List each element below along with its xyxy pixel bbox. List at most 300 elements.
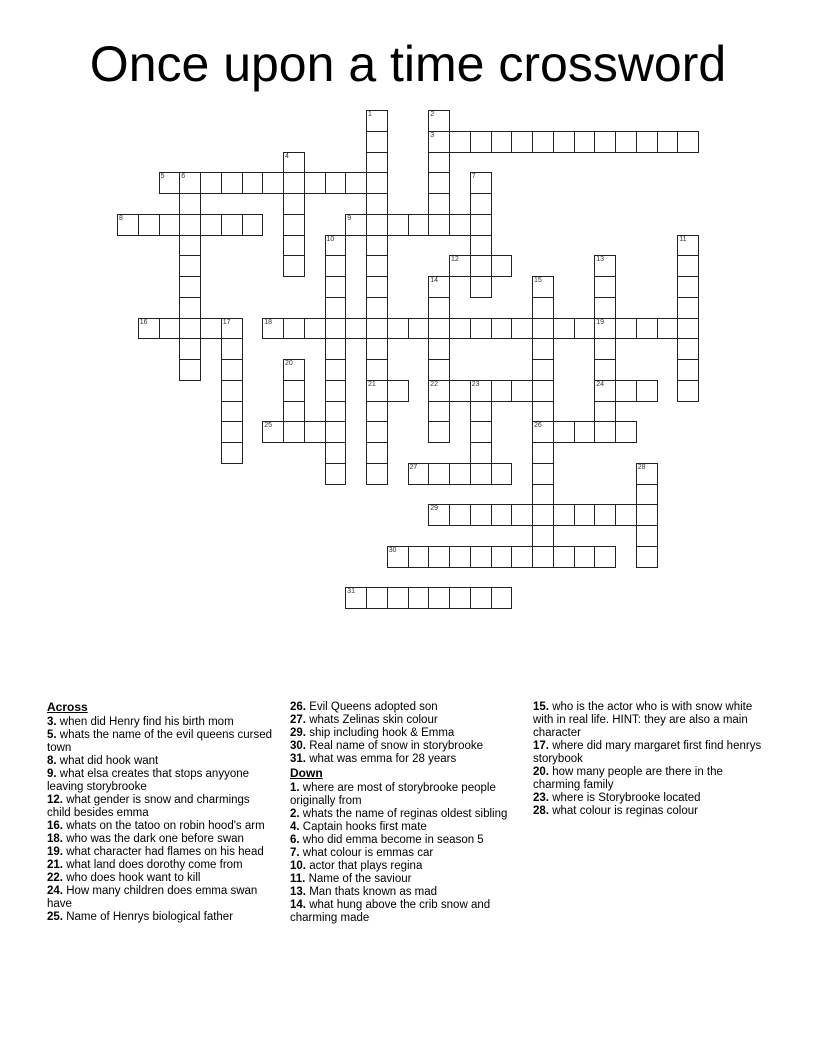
grid-cell[interactable] — [366, 442, 388, 464]
grid-cell[interactable] — [345, 172, 367, 194]
grid-cell[interactable] — [325, 401, 347, 423]
grid-cell[interactable] — [532, 276, 554, 298]
grid-cell[interactable] — [366, 421, 388, 443]
grid-cell[interactable] — [532, 442, 554, 464]
clue-text: what elsa creates that stops anyyone leaving storybrooke — [47, 768, 250, 793]
grid-cell[interactable] — [532, 484, 554, 506]
grid-cell[interactable] — [574, 318, 596, 340]
grid-cell[interactable] — [470, 318, 492, 340]
grid-cell[interactable] — [428, 172, 450, 194]
clue-text: Real name of snow in storybrooke — [309, 740, 484, 752]
grid-cell[interactable] — [636, 131, 658, 153]
clue-text: what gender is snow and charmings child besides emma — [47, 794, 250, 819]
grid-cell[interactable] — [594, 297, 616, 319]
clue-number-label: 24. — [47, 885, 63, 897]
grid-cell[interactable] — [615, 504, 637, 526]
grid-cell[interactable] — [221, 359, 243, 381]
grid-cell[interactable] — [179, 297, 201, 319]
clue-number: 12 — [451, 256, 459, 264]
across-clue — [290, 727, 520, 740]
grid-cell[interactable] — [179, 338, 201, 360]
grid-cell[interactable] — [594, 338, 616, 360]
clue-number-label: 21. — [47, 859, 63, 871]
clue-text: whats on the tatoo on robin hood's arm — [66, 820, 265, 832]
grid-cell[interactable] — [657, 318, 679, 340]
grid-cell[interactable] — [677, 338, 699, 360]
grid-cell[interactable] — [200, 172, 222, 194]
grid-cell[interactable] — [304, 172, 326, 194]
grid-cell[interactable] — [428, 504, 450, 526]
grid-cell[interactable] — [470, 255, 492, 277]
grid-cell[interactable] — [532, 318, 554, 340]
grid-cell[interactable] — [428, 546, 450, 568]
grid-cell[interactable] — [408, 318, 430, 340]
clue-number: 11 — [679, 235, 687, 243]
grid-cell[interactable] — [200, 318, 222, 340]
grid-cell[interactable] — [221, 214, 243, 236]
grid-cell[interactable] — [242, 172, 264, 194]
across-clue — [290, 714, 520, 727]
clue-text: what colour is reginas colour — [552, 805, 698, 817]
grid-cell[interactable] — [470, 131, 492, 153]
clue-number: 29 — [430, 505, 439, 513]
grid-cell[interactable] — [574, 504, 596, 526]
clue-number: 10 — [326, 235, 335, 243]
grid-cell[interactable] — [283, 421, 305, 443]
grid-cell[interactable] — [677, 380, 699, 402]
clue-number-label: 23. — [533, 792, 549, 804]
grid-cell[interactable] — [615, 131, 637, 153]
grid-cell[interactable] — [470, 276, 492, 298]
grid-cell[interactable] — [428, 318, 450, 340]
grid-cell[interactable] — [200, 214, 222, 236]
grid-cell[interactable] — [532, 401, 554, 423]
clue-text: who is the actor who is with snow white with in real life. HINT: they are also a main character — [533, 701, 753, 739]
grid-cell[interactable] — [366, 276, 388, 298]
grid-cell[interactable] — [428, 421, 450, 443]
grid-cell[interactable] — [491, 504, 513, 526]
clue-number: 8 — [119, 214, 123, 222]
grid-cell[interactable] — [636, 504, 658, 526]
grid-cell[interactable] — [677, 276, 699, 298]
down-clue — [290, 847, 520, 860]
grid-cell[interactable] — [325, 463, 347, 485]
grid-cell[interactable] — [615, 380, 637, 402]
grid-cell[interactable] — [366, 110, 388, 132]
grid-cell[interactable] — [428, 297, 450, 319]
grid-cell[interactable] — [366, 152, 388, 174]
clue-text: what land does dorothy come from — [66, 859, 243, 871]
down-clue — [290, 860, 520, 873]
grid-cell[interactable] — [449, 463, 471, 485]
grid-cell[interactable] — [159, 172, 181, 194]
grid-cell[interactable] — [325, 318, 347, 340]
across-clue — [47, 755, 275, 768]
clue-number: 13 — [596, 256, 605, 264]
down-clue — [290, 873, 520, 886]
grid-cell[interactable] — [511, 504, 533, 526]
grid-cell[interactable] — [325, 297, 347, 319]
clue-number: 21 — [368, 380, 376, 388]
clue-number-label: 9. — [47, 768, 57, 780]
grid-cell[interactable] — [636, 525, 658, 547]
clue-number: 2 — [430, 111, 435, 118]
grid-cell[interactable] — [221, 172, 243, 194]
clue-text: who does hook want to kill — [66, 872, 201, 884]
grid-cell[interactable] — [553, 131, 575, 153]
grid-cell[interactable] — [366, 214, 388, 236]
clue-number: 22 — [430, 380, 439, 388]
grid-cell[interactable] — [283, 255, 305, 277]
grid-cell[interactable] — [325, 338, 347, 360]
grid-cell[interactable] — [574, 131, 596, 153]
across-clue — [47, 885, 275, 911]
grid-cell[interactable] — [221, 421, 243, 443]
across-clue — [47, 716, 275, 729]
grid-cell[interactable] — [677, 297, 699, 319]
grid-cell[interactable] — [532, 421, 554, 443]
grid-cell[interactable] — [636, 380, 658, 402]
grid-cell[interactable] — [387, 587, 409, 609]
grid-cell[interactable] — [470, 546, 492, 568]
clue-number-label: 19. — [47, 846, 63, 858]
grid-cell[interactable] — [325, 421, 347, 443]
grid-cell[interactable] — [532, 525, 554, 547]
grid-cell[interactable] — [470, 401, 492, 423]
grid-cell[interactable] — [491, 380, 513, 402]
down-clue — [290, 821, 520, 834]
down-clue — [290, 834, 520, 847]
grid-cell[interactable] — [532, 297, 554, 319]
grid-cell[interactable] — [677, 131, 699, 153]
grid-cell[interactable] — [366, 587, 388, 609]
clue-number-label: 3. — [47, 716, 57, 728]
down-clue — [533, 740, 765, 766]
grid-cell[interactable] — [532, 463, 554, 485]
grid-cell[interactable] — [366, 463, 388, 485]
grid-cell[interactable] — [470, 463, 492, 485]
clue-number: 19 — [596, 318, 605, 326]
grid-cell[interactable] — [594, 131, 616, 153]
grid-cell[interactable] — [408, 587, 430, 609]
grid-cell[interactable] — [366, 131, 388, 153]
grid-cell[interactable] — [449, 318, 471, 340]
grid-cell[interactable] — [387, 318, 409, 340]
grid-cell[interactable] — [470, 193, 492, 215]
grid-cell[interactable] — [636, 546, 658, 568]
grid-cell[interactable] — [366, 172, 388, 194]
down-clue — [290, 782, 520, 808]
grid-cell[interactable] — [470, 421, 492, 443]
grid-cell[interactable] — [262, 421, 284, 443]
grid-cell[interactable] — [242, 214, 264, 236]
grid-cell[interactable] — [138, 214, 160, 236]
grid-cell[interactable] — [449, 504, 471, 526]
grid-cell[interactable] — [221, 401, 243, 423]
clue-text: Evil Queens adopted son — [309, 701, 438, 713]
grid-cell[interactable] — [428, 214, 450, 236]
clue-number-label: 31. — [290, 753, 306, 765]
grid-cell[interactable] — [594, 359, 616, 381]
grid-cell[interactable] — [594, 255, 616, 277]
grid-cell[interactable] — [594, 546, 616, 568]
clue-number: 28 — [637, 463, 646, 471]
grid-cell[interactable] — [325, 172, 347, 194]
grid-cell[interactable] — [594, 421, 616, 443]
grid-cell[interactable] — [345, 214, 367, 236]
clue-number: 15 — [534, 277, 542, 284]
across-clue — [47, 833, 275, 846]
clue-text: whats the name of reginas oldest sibling — [302, 808, 508, 820]
grid-cell[interactable] — [159, 318, 181, 340]
clue-text: Name of the saviour — [308, 873, 412, 885]
across-clue — [47, 794, 275, 820]
grid-cell[interactable] — [366, 338, 388, 360]
grid-cell[interactable] — [532, 380, 554, 402]
clue-text: where did mary margaret first find henrys storybook — [533, 740, 762, 765]
clue-number: 5 — [160, 173, 165, 181]
grid-cell[interactable] — [408, 214, 430, 236]
grid-cell[interactable] — [449, 587, 471, 609]
clue-text: Name of Henrys biological father — [66, 911, 234, 923]
grid-cell[interactable] — [532, 131, 554, 153]
grid-cell[interactable] — [553, 546, 575, 568]
grid-cell[interactable] — [283, 152, 305, 174]
grid-cell[interactable] — [179, 359, 201, 381]
grid-cell[interactable] — [283, 318, 305, 340]
across-clue — [47, 872, 275, 885]
grid-cell[interactable] — [366, 359, 388, 381]
grid-cell[interactable] — [387, 214, 409, 236]
clue-text: where are most of storybrooke people originally from — [290, 782, 496, 807]
across-clue — [290, 701, 520, 714]
across-clue — [47, 846, 275, 859]
grid-cell[interactable] — [491, 463, 513, 485]
grid-cell[interactable] — [428, 152, 450, 174]
grid-cell[interactable] — [553, 318, 575, 340]
clue-text: how many people are there in the charming family — [533, 766, 723, 791]
grid-cell[interactable] — [491, 587, 513, 609]
grid-cell[interactable] — [470, 380, 492, 402]
grid-cell[interactable] — [179, 235, 201, 257]
grid-cell[interactable] — [594, 276, 616, 298]
clue-text: ship including hook & Emma — [309, 727, 455, 739]
grid-cell[interactable] — [636, 318, 658, 340]
grid-cell[interactable] — [491, 546, 513, 568]
grid-cell[interactable] — [532, 338, 554, 360]
clue-text: whats Zelinas skin colour — [309, 714, 438, 726]
down-clue — [533, 805, 765, 818]
clue-number: 31 — [347, 588, 356, 596]
grid-cell[interactable] — [428, 276, 450, 298]
clue-text: when did Henry find his birth mom — [59, 716, 234, 728]
grid-cell[interactable] — [138, 318, 160, 340]
grid-cell[interactable] — [491, 255, 513, 277]
clue-number-label: 10. — [290, 860, 306, 872]
grid-cell[interactable] — [221, 442, 243, 464]
clue-number-label: 11. — [290, 873, 306, 885]
grid-cell[interactable] — [636, 484, 658, 506]
clue-text: what did hook want — [59, 755, 159, 767]
grid-cell[interactable] — [470, 504, 492, 526]
grid-cell[interactable] — [366, 255, 388, 277]
clue-number-label: 26. — [290, 701, 306, 713]
grid-cell[interactable] — [449, 380, 471, 402]
grid-cell[interactable] — [283, 235, 305, 257]
grid-cell[interactable] — [366, 193, 388, 215]
grid-cell[interactable] — [345, 587, 367, 609]
grid-cell[interactable] — [221, 380, 243, 402]
grid-cell[interactable] — [428, 359, 450, 381]
grid-cell[interactable] — [366, 318, 388, 340]
grid-cell[interactable] — [387, 380, 409, 402]
clue-number-label: 13. — [290, 886, 306, 898]
clue-number-label: 1. — [290, 782, 300, 794]
grid-cell[interactable] — [574, 546, 596, 568]
grid-cell[interactable] — [179, 276, 201, 298]
grid-cell[interactable] — [532, 359, 554, 381]
across-clue — [47, 729, 275, 755]
grid-cell[interactable] — [179, 318, 201, 340]
grid-cell[interactable] — [615, 318, 637, 340]
grid-cell[interactable] — [574, 421, 596, 443]
grid-cell[interactable] — [283, 401, 305, 423]
grid-cell[interactable] — [511, 318, 533, 340]
grid-cell[interactable] — [366, 235, 388, 257]
grid-cell[interactable] — [325, 442, 347, 464]
grid-cell[interactable] — [428, 401, 450, 423]
grid-cell[interactable] — [325, 359, 347, 381]
grid-cell[interactable] — [677, 359, 699, 381]
grid-cell[interactable] — [449, 131, 471, 153]
grid-cell[interactable] — [179, 255, 201, 277]
grid-cell[interactable] — [325, 255, 347, 277]
grid-cell[interactable] — [594, 504, 616, 526]
grid-cell[interactable] — [594, 318, 616, 340]
grid-cell[interactable] — [283, 359, 305, 381]
grid-cell[interactable] — [491, 131, 513, 153]
grid-cell[interactable] — [677, 255, 699, 277]
down-clue — [290, 899, 520, 925]
clue-text: what hung above the crib snow and charming made — [290, 899, 491, 924]
grid-cell[interactable] — [325, 235, 347, 257]
grid-cell[interactable] — [283, 172, 305, 194]
grid-cell[interactable] — [594, 380, 616, 402]
grid-cell[interactable] — [387, 546, 409, 568]
grid-cell[interactable] — [677, 318, 699, 340]
grid-cell[interactable] — [511, 380, 533, 402]
grid-cell[interactable] — [283, 214, 305, 236]
grid-cell[interactable] — [532, 546, 554, 568]
clue-number-label: 25. — [47, 911, 63, 923]
grid-cell[interactable] — [325, 276, 347, 298]
grid-cell[interactable] — [366, 380, 388, 402]
grid-cell[interactable] — [283, 380, 305, 402]
grid-cell[interactable] — [366, 401, 388, 423]
clue-number: 25 — [264, 422, 273, 430]
grid-cell[interactable] — [553, 421, 575, 443]
grid-cell[interactable] — [262, 172, 284, 194]
grid-cell[interactable] — [470, 442, 492, 464]
grid-cell[interactable] — [366, 297, 388, 319]
grid-cell[interactable] — [470, 235, 492, 257]
grid-cell[interactable] — [117, 214, 139, 236]
clue-number: 27 — [409, 463, 418, 471]
grid-cell[interactable] — [636, 463, 658, 485]
down-clue — [290, 886, 520, 899]
clue-number: 9 — [347, 214, 352, 222]
grid-cell[interactable] — [594, 401, 616, 423]
grid-cell[interactable] — [449, 546, 471, 568]
grid-cell[interactable] — [428, 193, 450, 215]
grid-cell[interactable] — [179, 214, 201, 236]
clue-number-label: 20. — [533, 766, 549, 778]
down-heading: Down — [290, 766, 323, 780]
grid-cell[interactable] — [532, 504, 554, 526]
grid-cell[interactable] — [449, 255, 471, 277]
grid-cell[interactable] — [345, 318, 367, 340]
clue-number-label: 17. — [533, 740, 549, 752]
grid-cell[interactable] — [159, 214, 181, 236]
grid-cell[interactable] — [470, 172, 492, 194]
grid-cell[interactable] — [428, 463, 450, 485]
grid-cell[interactable] — [657, 131, 679, 153]
grid-cell[interactable] — [470, 587, 492, 609]
grid-cell[interactable] — [511, 131, 533, 153]
grid-cell[interactable] — [428, 131, 450, 153]
grid-cell[interactable] — [221, 338, 243, 360]
grid-cell[interactable] — [677, 235, 699, 257]
grid-cell[interactable] — [221, 318, 243, 340]
grid-cell[interactable] — [179, 172, 201, 194]
clue-number: 7 — [471, 173, 476, 181]
grid-cell[interactable] — [470, 214, 492, 236]
grid-cell[interactable] — [179, 193, 201, 215]
clue-number-label: 14. — [290, 899, 306, 911]
across-clue — [290, 740, 520, 753]
grid-cell[interactable] — [491, 318, 513, 340]
grid-cell[interactable] — [553, 504, 575, 526]
grid-cell[interactable] — [283, 193, 305, 215]
grid-cell[interactable] — [615, 421, 637, 443]
grid-cell[interactable] — [304, 421, 326, 443]
grid-cell[interactable] — [511, 546, 533, 568]
grid-cell[interactable] — [428, 587, 450, 609]
grid-cell[interactable] — [428, 380, 450, 402]
grid-cell[interactable] — [304, 318, 326, 340]
clue-number-label: 12. — [47, 794, 63, 806]
clue-number-label: 4. — [290, 821, 300, 833]
clue-text: what was emma for 28 years — [309, 753, 457, 765]
grid-cell[interactable] — [428, 110, 450, 132]
clue-number: 16 — [139, 318, 148, 326]
clues-column-3 — [533, 701, 765, 818]
grid-cell[interactable] — [262, 318, 284, 340]
down-clue — [533, 792, 765, 805]
grid-cell[interactable] — [408, 546, 430, 568]
across-clue — [47, 820, 275, 833]
grid-cell[interactable] — [325, 380, 347, 402]
clue-number-label: 29. — [290, 727, 306, 739]
clue-number: 30 — [388, 546, 397, 554]
clue-text: who did emma become in season 5 — [302, 834, 484, 846]
clue-text: what colour is emmas car — [302, 847, 434, 859]
grid-cell[interactable] — [449, 214, 471, 236]
grid-cell[interactable] — [408, 463, 430, 485]
grid-cell[interactable] — [428, 338, 450, 360]
clue-number: 20 — [285, 360, 293, 367]
down-clue — [533, 701, 765, 740]
